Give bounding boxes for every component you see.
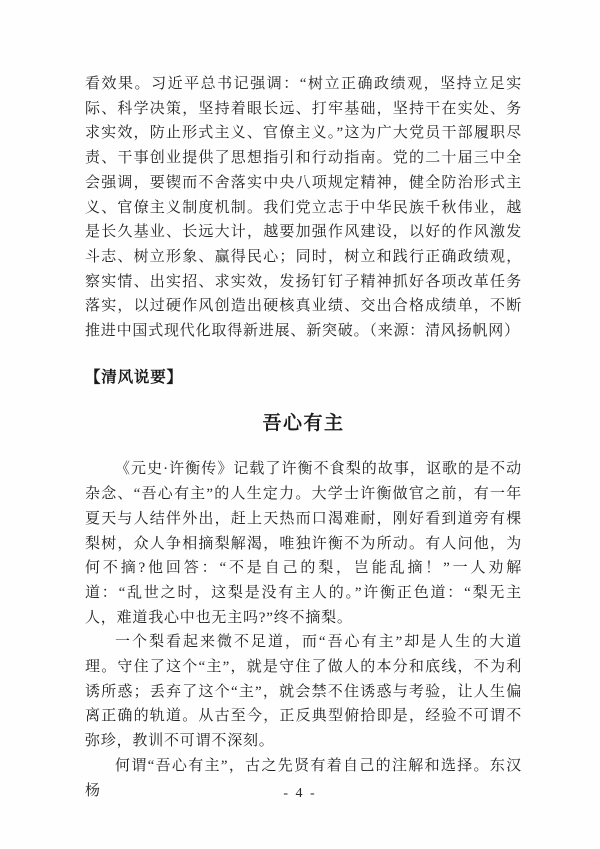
paragraph-commentary: 一个梨看起来微不足道，而“吾心有主”却是人生的大道理。守住了这个“主”，就是守住了做人的本分和底线，不为利诱所惑；丢弃了这个“主”，就会禁不住诱惑与考验，让人生偏离正确的轨道。从古至今，正反典型俯拾即是，经验不可谓不弥珍，教训不可谓不深刻。 xyxy=(85,634,522,750)
paragraph-truncated: 何谓“吾心有主”，古之先贤有着自己的注解和选择。东汉杨 xyxy=(85,757,522,799)
paragraph-continued: 看效果。习近平总书记强调：“树立正确政绩观，坚持立足实际、科学决策，坚持着眼长远、打牢基础，坚持干在实处、务求实效，防止形式主义、官僚主义。”这为广大党员干部履职尽责、干事创业提供了思想指引和行动指南。党的二十届三中全会强调，要锲而不舍落实中央八项规定精神，健全防治形式主义、官僚主义制度机制。我们党立志于中华民族千秋伟业，越是长久基业、长远大计，越要加强作风建设，以好的作风激发斗志、树立形象、赢得民心；同时，树立和践行正确政绩观，察实情、出实招、求实效，发扬钉钉子精神抓好各项改革任务落实，以过硬作风创造出硬核真业绩、交出合格成绩单，不断推进中国式现代化取得新进展、新突破。（来源：清风扬帆网） xyxy=(85,76,522,340)
page-content xyxy=(85,72,522,803)
section-header: 【清风说要】 xyxy=(85,368,183,386)
article-title: 吾心有主 xyxy=(262,413,345,435)
page-number: - 4 - xyxy=(283,786,317,801)
paragraph-story: 《元史·许衡传》记载了许衡不食梨的故事，讴歌的是不动杂念、“吾心有主”的人生定力。大学士许衡做官之前，有一年夏天与人结伴外出，赶上天热而口渴难耐，刚好看到道旁有棵梨树，众人争相摘梨解渴，唯独许衡不为所动。有人问他，为何不摘?他回答：“不是自己的梨，岂能乱摘！”一人劝解道：“乱世之时，这梨是没有主人的。”许衡正色道：“梨无主人，难道我心中也无主吗?”终不摘梨。 xyxy=(85,461,522,626)
